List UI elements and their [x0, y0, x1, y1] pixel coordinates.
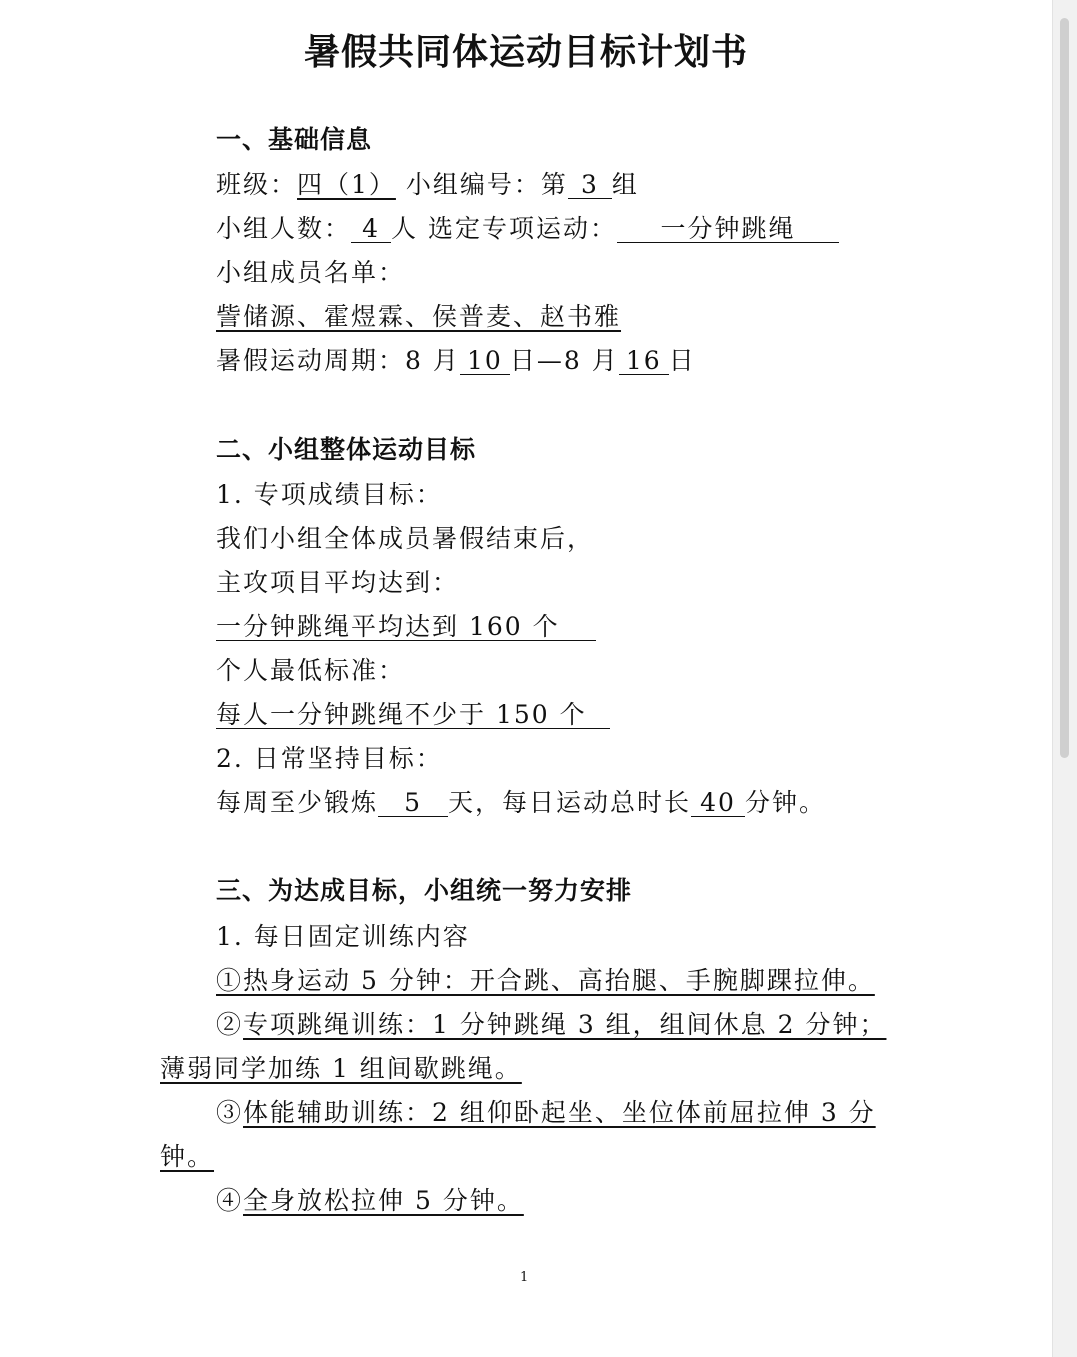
group-suffix: 组 — [611, 170, 639, 199]
goal1-line1: 我们小组全体成员暑假结束后， — [216, 524, 595, 553]
item1-line — [216, 965, 875, 997]
item3-text-line1: 体能辅助训练：2 组仰卧起坐、坐位体前屈拉伸 3 分 — [243, 1098, 876, 1127]
item1-text: 热身运动 5 分钟：开合跳、高抬腿、手腕脚踝拉伸。 — [243, 966, 875, 995]
section2-heading: 二、小组整体运动目标 — [216, 435, 477, 464]
group-prefix: 第 — [540, 170, 568, 199]
weekly-prefix: 每周至少锻炼 — [216, 788, 379, 817]
period-label: 暑假运动周期： — [216, 346, 406, 375]
min-value-wrap — [216, 699, 610, 731]
daily-suffix: 分钟。 — [745, 788, 827, 817]
section1-heading: 一、基础信息 — [216, 125, 373, 154]
sport-value: 一分钟跳绳 — [617, 216, 839, 243]
sport-label: 选定专项运动： — [427, 214, 617, 243]
count-value: 4 — [351, 216, 391, 243]
goal1-line2: 主攻项目平均达到： — [216, 568, 460, 597]
item3-marker: ③ — [216, 1098, 244, 1127]
goal1-label: 1. 专项成绩目标： — [216, 480, 443, 509]
group-value: 3 — [568, 172, 612, 199]
min-value: 每人一分钟跳绳不少于 150 个 — [216, 702, 610, 729]
daily-minutes: 40 — [691, 790, 745, 817]
item2-text-line1: 专项跳绳训练：1 分钟跳绳 3 组，组间休息 2 分钟； — [243, 1010, 887, 1039]
page-number: 1 — [520, 1270, 529, 1285]
count-label: 小组人数： — [216, 214, 352, 243]
goal2-label: 2. 日常坚持目标： — [216, 744, 443, 773]
period-end-day: 16 — [619, 348, 669, 375]
class-label: 班级： — [216, 170, 298, 199]
scrollbar-thumb[interactable] — [1060, 18, 1069, 758]
item2-line2: 薄弱同学加练 1 组间歇跳绳。 — [160, 1054, 522, 1083]
vertical-scrollbar[interactable] — [1052, 0, 1077, 1357]
period-end: 日 — [668, 346, 696, 375]
period-start-month: 8 月 — [405, 346, 460, 375]
class-value: 四（1） — [297, 170, 396, 199]
count-sport-line — [216, 213, 839, 245]
section3-heading: 三、为达成目标，小组统一努力安排 — [216, 876, 633, 905]
item4-marker: ④ — [216, 1186, 244, 1215]
weekly-days: 5 — [378, 790, 448, 817]
count-unit: 人 — [391, 214, 419, 243]
goal1-value: 一分钟跳绳平均达到 160 个 — [216, 614, 596, 641]
class-group-line — [216, 169, 639, 201]
item3-line1 — [216, 1097, 876, 1129]
goal1-value-wrap — [216, 611, 596, 643]
period-start-day: 10 — [460, 348, 510, 375]
members-value: 訾储源、霍煜霖、侯普麦、赵书雅 — [216, 302, 622, 331]
item4-text: 全身放松拉伸 5 分钟。 — [243, 1186, 524, 1215]
members-label: 小组成员名单： — [216, 258, 406, 287]
item3-line2: 钟。 — [160, 1142, 215, 1171]
period-mid: 日—8 月 — [509, 346, 619, 375]
item2-marker: ② — [216, 1010, 244, 1039]
item1-marker: ① — [216, 966, 244, 995]
item2-line1 — [216, 1009, 886, 1041]
item4-line — [216, 1185, 524, 1217]
document-title: 暑假共同体运动目标计划书 — [303, 32, 748, 73]
weekly-line — [216, 787, 826, 819]
period-line — [216, 345, 696, 377]
group-label: 小组编号： — [405, 170, 541, 199]
sub1: 1. 每日固定训练内容 — [216, 922, 470, 951]
weekly-mid: 天，每日运动总时长 — [448, 788, 692, 817]
min-label: 个人最低标准： — [216, 656, 406, 685]
